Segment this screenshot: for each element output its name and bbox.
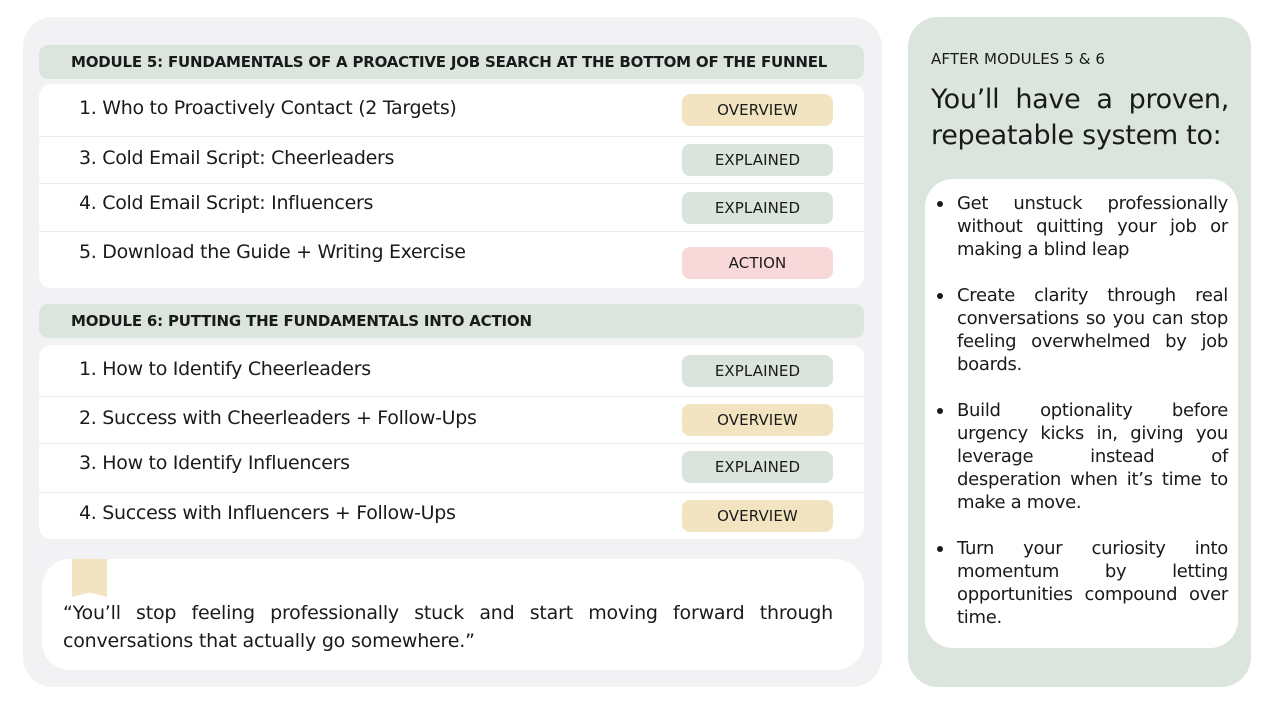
list-item-text: Get unstuck professionally without quitting your job or making a blind leap bbox=[957, 193, 1228, 260]
lesson-type-badge: ACTION bbox=[682, 247, 833, 279]
bullet-icon bbox=[937, 546, 943, 552]
outcomes-label: AFTER MODULES 5 & 6 bbox=[931, 50, 1106, 68]
lesson-type-badge: EXPLAINED bbox=[682, 192, 833, 224]
bullet-icon bbox=[937, 408, 943, 414]
lesson-title: 3. How to Identify Influencers bbox=[79, 452, 350, 474]
quote-text: “You’ll stop feeling professionally stuck and start moving forward through conversations that actually go somewhere.” bbox=[63, 602, 833, 652]
lesson-title: 2. Success with Cheerleaders + Follow-Ups bbox=[79, 407, 477, 429]
lesson-row[interactable] bbox=[39, 137, 864, 184]
list-item-text: Build optionality before urgency kicks in, giving you leverage instead of desperation when it’s time to make a move. bbox=[957, 400, 1228, 513]
lesson-row[interactable] bbox=[39, 84, 864, 137]
lesson-row[interactable] bbox=[39, 397, 864, 444]
lesson-title: 4. Cold Email Script: Influencers bbox=[79, 192, 374, 214]
module-5-lessons bbox=[39, 84, 864, 288]
lesson-type-badge: EXPLAINED bbox=[682, 355, 833, 387]
module-6-header: MODULE 6: PUTTING THE FUNDAMENTALS INTO ACTION bbox=[39, 304, 864, 338]
lesson-title: 1. How to Identify Cheerleaders bbox=[79, 358, 371, 380]
bullet-icon bbox=[937, 293, 943, 299]
quote-card bbox=[42, 559, 864, 670]
bookmark-icon bbox=[72, 559, 107, 597]
list-item-text: Create clarity through real conversations so you can stop feeling overwhelmed by job boards. bbox=[957, 285, 1228, 375]
outcomes-list bbox=[925, 179, 1238, 648]
lesson-type-badge: OVERVIEW bbox=[682, 500, 833, 532]
lesson-title: 3. Cold Email Script: Cheerleaders bbox=[79, 147, 395, 169]
list-item-text: Turn your curiosity into momentum by letting opportunities compound over time. bbox=[957, 538, 1228, 628]
lesson-row[interactable] bbox=[39, 345, 864, 397]
lesson-title: 4. Success with Influencers + Follow-Ups bbox=[79, 502, 456, 524]
lesson-type-badge: OVERVIEW bbox=[682, 404, 833, 436]
lesson-row[interactable] bbox=[39, 444, 864, 493]
lesson-type-badge: EXPLAINED bbox=[682, 144, 833, 176]
lesson-row[interactable] bbox=[39, 493, 864, 539]
lesson-row[interactable] bbox=[39, 184, 864, 232]
outcomes-panel bbox=[908, 17, 1251, 687]
lesson-title: 5. Download the Guide + Writing Exercise bbox=[79, 241, 466, 263]
lesson-title: 1. Who to Proactively Contact (2 Targets) bbox=[79, 97, 457, 119]
outcomes-headline: You’ll have a proven, repeatable system to: bbox=[931, 84, 1229, 151]
bullet-icon bbox=[937, 201, 943, 207]
lesson-type-badge: OVERVIEW bbox=[682, 94, 833, 126]
module-5-header: MODULE 5: FUNDAMENTALS OF A PROACTIVE JOB SEARCH AT THE BOTTOM OF THE FUNNEL bbox=[39, 45, 864, 79]
modules-panel bbox=[23, 17, 882, 687]
lesson-row[interactable] bbox=[39, 232, 864, 288]
lesson-type-badge: EXPLAINED bbox=[682, 451, 833, 483]
module-6-lessons bbox=[39, 345, 864, 539]
